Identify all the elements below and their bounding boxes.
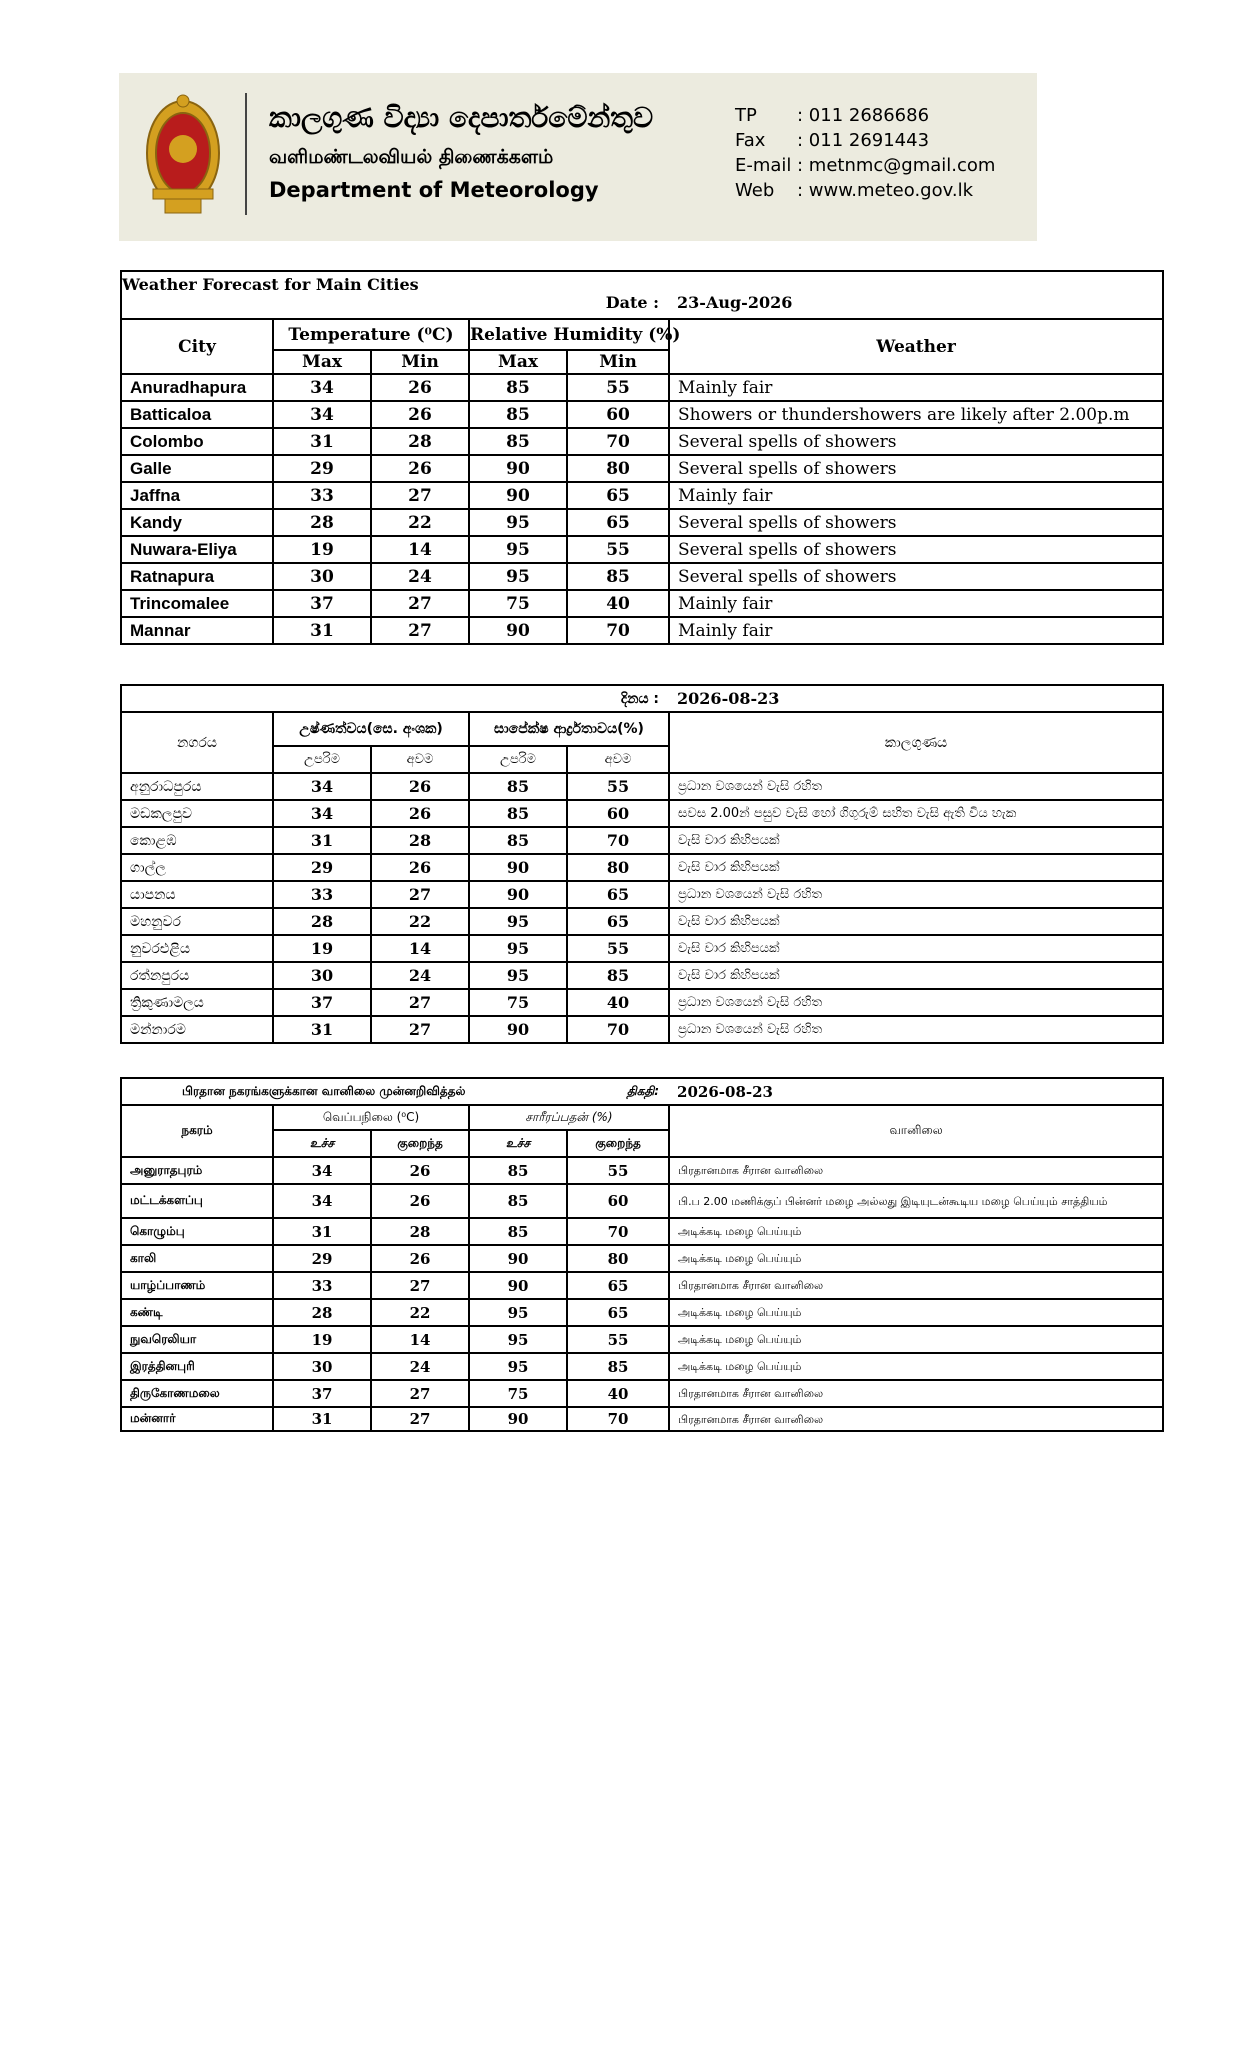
temp-min: 27	[371, 1407, 469, 1431]
temp-max: 30	[273, 962, 371, 989]
temp-min: 27	[371, 590, 469, 617]
table-row	[121, 773, 1163, 800]
rh-max: 90	[469, 482, 567, 509]
rows-english	[121, 374, 1163, 644]
city-name: මහනුවර	[121, 908, 273, 935]
temp-min: 24	[371, 563, 469, 590]
rh-min: 65	[567, 482, 669, 509]
forecast-table-english	[120, 270, 1164, 645]
city-name: Jaffna	[121, 482, 273, 509]
temp-min: 27	[371, 1272, 469, 1299]
col-city: නගරය	[121, 712, 273, 773]
table-row	[121, 1299, 1163, 1326]
rh-max: 95	[469, 1353, 567, 1380]
table-row	[121, 617, 1163, 644]
rh-min: 80	[567, 455, 669, 482]
rh-max: 95	[469, 1326, 567, 1353]
weather-text: ප්‍රධාන වශයෙන් වැසි රහිත	[669, 773, 1163, 800]
city-name: අනුරාධපුරය	[121, 773, 273, 800]
rh-min: 65	[567, 1272, 669, 1299]
temp-min: 14	[371, 536, 469, 563]
table-row	[121, 482, 1163, 509]
table-row	[121, 509, 1163, 536]
temp-max: 37	[273, 989, 371, 1016]
contact-label: E-mail	[735, 155, 792, 176]
temp-max: 34	[273, 800, 371, 827]
temp-min: 22	[371, 509, 469, 536]
city-name: திருகோணமலை	[121, 1380, 273, 1407]
col-humidity: Relative Humidity (%)	[469, 319, 669, 350]
table-row	[121, 908, 1163, 935]
temp-min: 26	[371, 455, 469, 482]
table-row	[121, 536, 1163, 563]
rh-min: 55	[567, 374, 669, 401]
dept-name-tamil: வளிமண்டலவியல் திணைக்களம்	[269, 146, 554, 168]
temp-max: 34	[273, 1184, 371, 1218]
temp-max: 30	[273, 563, 371, 590]
temp-max: 30	[273, 1353, 371, 1380]
temp-min: 22	[371, 1299, 469, 1326]
table-row	[121, 962, 1163, 989]
temp-max: 34	[273, 374, 371, 401]
table-row	[121, 401, 1163, 428]
city-name: Anuradhapura	[121, 374, 273, 401]
temp-min: 26	[371, 854, 469, 881]
city-name: Galle	[121, 455, 273, 482]
table-row	[121, 428, 1163, 455]
col-rh-min: Min	[567, 350, 669, 374]
city-name: அனுராதபுரம்	[121, 1157, 273, 1184]
temp-max: 29	[273, 1245, 371, 1272]
col-city: City	[121, 319, 273, 374]
rh-min: 70	[567, 827, 669, 854]
city-name: මන්නාරම	[121, 1016, 273, 1043]
rh-max: 85	[469, 401, 567, 428]
temp-max: 37	[273, 590, 371, 617]
rh-max: 85	[469, 1184, 567, 1218]
col-rh-max: Max	[469, 350, 567, 374]
rh-max: 85	[469, 1218, 567, 1245]
temp-max: 31	[273, 617, 371, 644]
rh-max: 90	[469, 1272, 567, 1299]
rh-min: 70	[567, 428, 669, 455]
col-temperature: උෂ්ණත්වය(සෙ. අංශක)	[273, 712, 469, 746]
rh-max: 95	[469, 935, 567, 962]
weather-text: பி.ப 2.00 மணிக்குப் பின்னர் மழை அல்லது இடியுடன்கூடிய மழை பெய்யும் சாத்தியம்	[669, 1184, 1163, 1218]
temp-min: 26	[371, 401, 469, 428]
temp-max: 28	[273, 1299, 371, 1326]
city-name: மன்னார்	[121, 1407, 273, 1431]
contact-label: Web	[735, 180, 775, 201]
rh-max: 95	[469, 509, 567, 536]
rows-tamil	[121, 1157, 1163, 1431]
date-label: Date :	[371, 271, 669, 319]
contact-block	[735, 103, 995, 203]
weather-text: அடிக்கடி மழை பெய்யும்	[669, 1299, 1163, 1326]
city-name: Trincomalee	[121, 590, 273, 617]
temp-min: 27	[371, 1016, 469, 1043]
weather-text: Showers or thundershowers are likely after 2.00p.m	[669, 401, 1163, 428]
col-rh-max: உச்ச	[469, 1130, 567, 1157]
city-name: කොළඹ	[121, 827, 273, 854]
weather-text: அடிக்கடி மழை பெய்யும்	[669, 1218, 1163, 1245]
rh-min: 65	[567, 881, 669, 908]
rh-max: 95	[469, 536, 567, 563]
rh-max: 95	[469, 563, 567, 590]
rh-min: 40	[567, 590, 669, 617]
temp-max: 33	[273, 1272, 371, 1299]
table-row	[121, 1272, 1163, 1299]
rh-max: 90	[469, 1245, 567, 1272]
col-weather: කාලගුණය	[669, 712, 1163, 773]
header-banner	[119, 73, 1037, 241]
col-rh-min: குறைந்த	[567, 1130, 669, 1157]
rh-max: 75	[469, 989, 567, 1016]
contact-web	[735, 178, 995, 203]
col-temp-max: Max	[273, 350, 371, 374]
col-temperature: Temperature (⁰C)	[273, 319, 469, 350]
temp-min: 24	[371, 962, 469, 989]
city-name: நுவரெலியா	[121, 1326, 273, 1353]
table-row	[121, 1407, 1163, 1431]
temp-min: 28	[371, 827, 469, 854]
weather-text: වැසි වාර කිහිපයක්	[669, 908, 1163, 935]
city-name: ත්‍රිකුණාමලය	[121, 989, 273, 1016]
city-name: රත්නපුරය	[121, 962, 273, 989]
rh-max: 75	[469, 590, 567, 617]
contact-label: Fax	[735, 130, 766, 151]
col-temp-min: குறைந்த	[371, 1130, 469, 1157]
table-row	[121, 1326, 1163, 1353]
col-temp-max: උපරිම	[273, 746, 371, 773]
contact-value[interactable]: : www.meteo.gov.lk	[797, 180, 974, 201]
temp-max: 31	[273, 1016, 371, 1043]
col-rh-max: උපරිම	[469, 746, 567, 773]
col-temperature: வெப்பநிலை (⁰C)	[273, 1105, 469, 1130]
city-name: Mannar	[121, 617, 273, 644]
city-name: Kandy	[121, 509, 273, 536]
rh-max: 95	[469, 908, 567, 935]
rh-min: 65	[567, 908, 669, 935]
temp-max: 37	[273, 1380, 371, 1407]
date-value: 2026-08-23	[669, 685, 1163, 712]
forecast-table-sinhala	[120, 684, 1164, 1044]
temp-min: 14	[371, 935, 469, 962]
temp-max: 28	[273, 908, 371, 935]
temp-min: 27	[371, 617, 469, 644]
city-name: මඩකලපුව	[121, 800, 273, 827]
header-divider	[245, 93, 247, 215]
temp-max: 34	[273, 773, 371, 800]
rh-min: 70	[567, 1407, 669, 1431]
temp-max: 34	[273, 401, 371, 428]
rh-min: 55	[567, 935, 669, 962]
temp-min: 28	[371, 1218, 469, 1245]
table-row	[121, 827, 1163, 854]
weather-text: ප්‍රධාන වශයෙන් වැසි රහිත	[669, 1016, 1163, 1043]
rh-min: 80	[567, 1245, 669, 1272]
temp-min: 28	[371, 428, 469, 455]
col-weather: வானிலை	[669, 1105, 1163, 1157]
contact-email	[735, 153, 995, 178]
contact-fax	[735, 128, 995, 153]
city-name: இரத்தினபுரி	[121, 1353, 273, 1380]
col-humidity: சாரீரப்பதன் (%)	[469, 1105, 669, 1130]
rh-max: 85	[469, 827, 567, 854]
contact-value[interactable]: : metnmc@gmail.com	[797, 155, 996, 176]
temp-min: 27	[371, 989, 469, 1016]
weather-text: ප්‍රධාන වශයෙන් වැසි රහිත	[669, 881, 1163, 908]
rh-min: 55	[567, 773, 669, 800]
table-row	[121, 1353, 1163, 1380]
weather-text: වැසි වාර කිහිපයක්	[669, 854, 1163, 881]
rh-min: 55	[567, 536, 669, 563]
table-row	[121, 854, 1163, 881]
temp-max: 19	[273, 935, 371, 962]
temp-max: 19	[273, 536, 371, 563]
weather-text: Mainly fair	[669, 482, 1163, 509]
dept-name-sinhala: කාලගුණ විද්‍යා දෙපාර්තමේන්තුව	[269, 101, 654, 134]
city-name: மட்டக்களப்பு	[121, 1184, 273, 1218]
weather-text: වැසි වාර කිහිපයක්	[669, 827, 1163, 854]
table-row	[121, 1218, 1163, 1245]
weather-text: වැසි වාර කිහිපයක්	[669, 962, 1163, 989]
rh-max: 90	[469, 455, 567, 482]
sri-lanka-emblem-icon	[143, 91, 223, 221]
col-temp-min: Min	[371, 350, 469, 374]
rh-min: 65	[567, 509, 669, 536]
date-value: 2026-08-23	[669, 1078, 1163, 1105]
rh-min: 70	[567, 1218, 669, 1245]
rh-min: 60	[567, 1184, 669, 1218]
col-temp-max: உச்ச	[273, 1130, 371, 1157]
city-name: காலி	[121, 1245, 273, 1272]
city-name: Colombo	[121, 428, 273, 455]
rh-max: 90	[469, 881, 567, 908]
contact-label: TP	[735, 105, 757, 126]
col-humidity: සාපේක්ෂ ආර්ද්‍රතාවය(%)	[469, 712, 669, 746]
contact-phone	[735, 103, 995, 128]
table-row	[121, 455, 1163, 482]
weather-text: ප්‍රධාන වශයෙන් වැසි රහිත	[669, 989, 1163, 1016]
rh-min: 85	[567, 563, 669, 590]
table-row	[121, 1157, 1163, 1184]
dept-name-english: Department of Meteorology	[269, 178, 599, 202]
weather-text: Mainly fair	[669, 617, 1163, 644]
temp-max: 33	[273, 881, 371, 908]
table-row	[121, 935, 1163, 962]
city-name: Batticaloa	[121, 401, 273, 428]
weather-text: அடிக்கடி மழை பெய்யும்	[669, 1245, 1163, 1272]
date-label: දිනය :	[371, 685, 669, 712]
table-title: Weather Forecast for Main Cities	[121, 271, 371, 319]
table-title-blank	[121, 685, 371, 712]
temp-min: 26	[371, 800, 469, 827]
weather-text: Several spells of showers	[669, 455, 1163, 482]
temp-max: 29	[273, 455, 371, 482]
col-temp-min: අවම	[371, 746, 469, 773]
table-row	[121, 374, 1163, 401]
table-row	[121, 563, 1163, 590]
rh-max: 90	[469, 854, 567, 881]
rh-min: 85	[567, 1353, 669, 1380]
weather-text: Several spells of showers	[669, 563, 1163, 590]
temp-min: 24	[371, 1353, 469, 1380]
city-name: கொழும்பு	[121, 1218, 273, 1245]
rh-max: 75	[469, 1380, 567, 1407]
weather-text: Several spells of showers	[669, 536, 1163, 563]
rh-max: 90	[469, 1407, 567, 1431]
table-row	[121, 1184, 1163, 1218]
temp-min: 14	[371, 1326, 469, 1353]
weather-text: වැසි වාර කිහිපයක්	[669, 935, 1163, 962]
rh-max: 85	[469, 374, 567, 401]
rh-min: 40	[567, 989, 669, 1016]
weather-text: அடிக்கடி மழை பெய்யும்	[669, 1353, 1163, 1380]
table-row	[121, 989, 1163, 1016]
weather-text: Several spells of showers	[669, 428, 1163, 455]
table-row	[121, 590, 1163, 617]
rh-min: 55	[567, 1326, 669, 1353]
temp-min: 26	[371, 1157, 469, 1184]
table-row	[121, 1245, 1163, 1272]
table-row	[121, 1380, 1163, 1407]
weather-text: பிரதானமாக சீரான வானிலை	[669, 1380, 1163, 1407]
temp-min: 27	[371, 1380, 469, 1407]
temp-max: 19	[273, 1326, 371, 1353]
rh-min: 55	[567, 1157, 669, 1184]
temp-max: 31	[273, 1218, 371, 1245]
city-name: නුවරඑළිය	[121, 935, 273, 962]
contact-value: : 011 2691443	[797, 130, 930, 151]
rh-min: 60	[567, 401, 669, 428]
weather-text: Mainly fair	[669, 374, 1163, 401]
rh-max: 85	[469, 1157, 567, 1184]
temp-min: 26	[371, 374, 469, 401]
city-name: Ratnapura	[121, 563, 273, 590]
rh-max: 85	[469, 800, 567, 827]
temp-min: 26	[371, 1245, 469, 1272]
table-row	[121, 800, 1163, 827]
rh-min: 65	[567, 1299, 669, 1326]
temp-max: 28	[273, 509, 371, 536]
col-weather: Weather	[669, 319, 1163, 374]
table-title: பிரதான நகரங்களுக்கான வானிலை முன்னறிவித்தல்	[121, 1078, 469, 1105]
rh-max: 90	[469, 1016, 567, 1043]
city-name: ගාල්ල	[121, 854, 273, 881]
forecast-table-tamil	[120, 1077, 1164, 1432]
temp-min: 22	[371, 908, 469, 935]
weather-text: பிரதானமாக சீரான வானிலை	[669, 1157, 1163, 1184]
rh-min: 85	[567, 962, 669, 989]
temp-min: 27	[371, 482, 469, 509]
weather-text: Mainly fair	[669, 590, 1163, 617]
city-name: யாழ்ப்பாணம்	[121, 1272, 273, 1299]
city-name: கண்டி	[121, 1299, 273, 1326]
weather-text: பிரதானமாக சீரான வானிலை	[669, 1272, 1163, 1299]
rh-min: 80	[567, 854, 669, 881]
rows-sinhala	[121, 773, 1163, 1043]
date-label: திகதி:	[469, 1078, 669, 1105]
rh-max: 95	[469, 1299, 567, 1326]
col-city: நகரம்	[121, 1105, 273, 1157]
rh-min: 70	[567, 617, 669, 644]
temp-max: 29	[273, 854, 371, 881]
rh-max: 85	[469, 773, 567, 800]
date-value: 23-Aug-2026	[669, 271, 1163, 319]
col-rh-min: අවම	[567, 746, 669, 773]
city-name: Nuwara-Eliya	[121, 536, 273, 563]
temp-max: 31	[273, 428, 371, 455]
weather-text: பிரதானமாக சீரான வானிலை	[669, 1407, 1163, 1431]
rh-min: 40	[567, 1380, 669, 1407]
rh-min: 60	[567, 800, 669, 827]
contact-value: : 011 2686686	[797, 105, 930, 126]
rh-max: 85	[469, 428, 567, 455]
temp-max: 33	[273, 482, 371, 509]
temp-min: 26	[371, 1184, 469, 1218]
temp-min: 27	[371, 881, 469, 908]
weather-text: அடிக்கடி மழை பெய்யும்	[669, 1326, 1163, 1353]
rh-max: 95	[469, 962, 567, 989]
city-name: යාපනය	[121, 881, 273, 908]
temp-max: 31	[273, 1407, 371, 1431]
table-row	[121, 881, 1163, 908]
rh-max: 90	[469, 617, 567, 644]
temp-max: 34	[273, 1157, 371, 1184]
temp-max: 31	[273, 827, 371, 854]
temp-min: 26	[371, 773, 469, 800]
weather-text: සවස 2.00න් පසුව වැසි හෝ ගිගුරුම් සහිත වැසි ඇති විය හැක	[669, 800, 1163, 827]
rh-min: 70	[567, 1016, 669, 1043]
table-row	[121, 1016, 1163, 1043]
weather-text: Several spells of showers	[669, 509, 1163, 536]
